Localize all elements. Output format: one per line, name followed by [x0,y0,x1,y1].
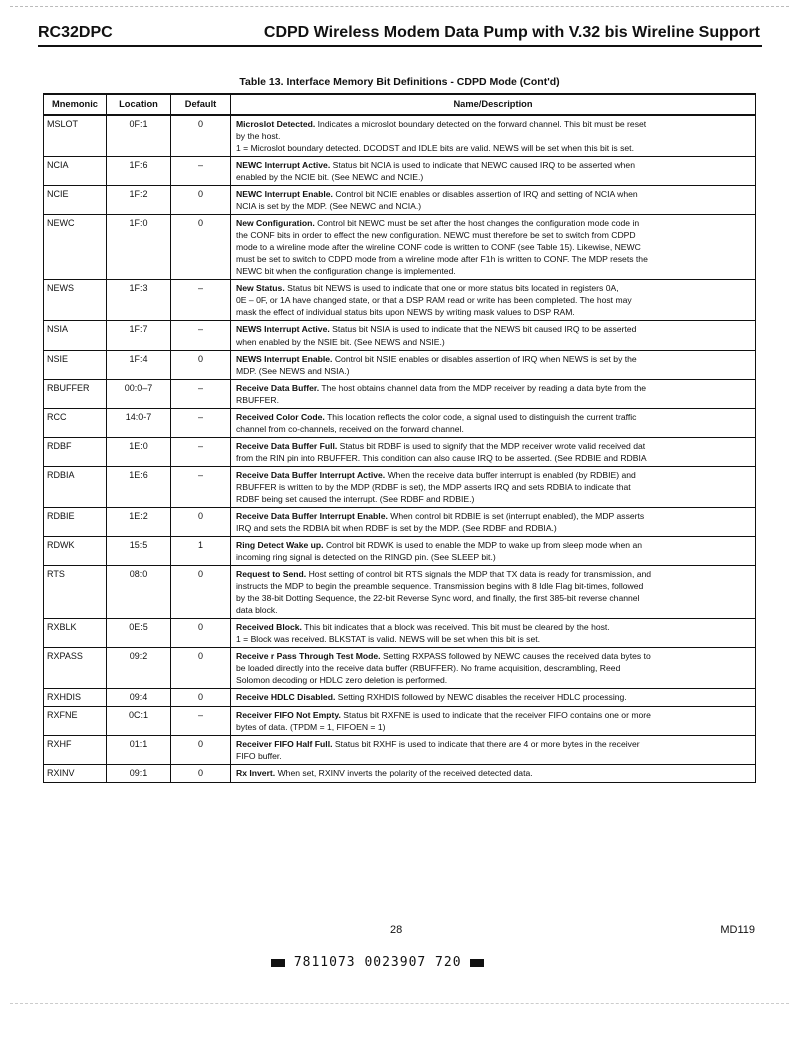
description-cell [231,689,756,707]
mnemonic-cell: NSIE [44,350,107,379]
description-cell [231,507,756,536]
term-name: Receive HDLC Disabled. [236,692,336,703]
mnemonic-cell: MSLOT [44,115,107,157]
description-line [236,217,751,229]
term-name: Receive Data Buffer Interrupt Enable. [236,510,388,521]
term-name: Receiver FIFO Not Empty. [236,709,341,720]
description-text: Control bit NSIE enables or disables assertion of IRQ when NEWS is set by the [334,353,637,364]
description-cell [231,735,756,764]
default-cell: 1 [171,536,231,565]
description-line [236,469,751,481]
column-header-location: Location [107,94,171,115]
description-line [236,691,751,703]
default-cell: 0 [171,765,231,783]
term-name: New Status. [236,283,285,294]
table-row [44,689,756,707]
default-cell: 0 [171,350,231,379]
description-cell [231,379,756,408]
barcode-block-right [470,959,484,967]
table-row [44,648,756,689]
description-line: from the RIN pin into RBUFFER. This condition can also cause IRQ to be asserted. (See RDBIE and RDBIA [236,452,647,463]
table-row [44,157,756,186]
description-line: when enabled by the NSIE bit. (See NEWS and NSIE.) [236,336,445,347]
table-row [44,321,756,350]
table-row [44,186,756,215]
mnemonic-cell: NCIE [44,186,107,215]
barcode-line [271,955,484,970]
mnemonic-cell: RXINV [44,765,107,783]
description-line: bytes of data. (TPDM = 1, FIFOEN = 1) [236,721,386,732]
description-line: FIFO buffer. [236,750,282,761]
default-cell: – [171,321,231,350]
description-line [236,709,751,721]
description-text: This bit indicates that a block was received. This bit must be cleared by the host. [304,622,610,633]
description-line: 1 = Microslot boundary detected. DCODST and IDLE bits are valid. NEWS will be set when this bit is set. [236,143,634,154]
description-line: instructs the MDP to begin the preamble sequence. Transmission begins with 8 Idle Flag bit-times, followed [236,581,644,592]
location-cell: 01:1 [107,735,171,764]
description-line: data block. [236,605,278,616]
description-text: Indicates a microslot boundary detected on the forward channel. This bit must be reset [317,119,647,130]
table-row [44,619,756,648]
description-line: RBUFFER is written to by the MDP (RDBF is set), the MDP asserts IRQ and sets RDBIA to indicate that [236,481,631,492]
description-line: MDP. (See NEWS and NSIA.) [236,365,350,376]
description-text: Setting RXHDIS followed by NEWC disables the receiver HDLC processing. [337,692,627,703]
table-row [44,706,756,735]
description-text: Status bit NSIA is used to indicate that the NEWS bit caused IRQ to be asserted [332,324,637,335]
table-row [44,408,756,437]
location-cell: 1F:0 [107,215,171,280]
description-line [236,353,751,365]
description-line: mask the effect of individual status bits upon NEWS by writing mask values to DSP RAM. [236,307,575,318]
location-cell: 1F:4 [107,350,171,379]
page-header [38,24,760,46]
mnemonic-cell: RXHF [44,735,107,764]
location-cell: 14:0-7 [107,408,171,437]
mnemonic-cell: RDBIE [44,507,107,536]
column-header-description: Name/Description [231,94,756,115]
description-cell [231,321,756,350]
description-line [236,539,751,551]
default-cell: 0 [171,115,231,157]
description-text: Status bit NEWS is used to indicate that one or more status bits located in registers 0A, [287,283,619,294]
term-name: Request to Send. [236,569,307,580]
description-text: Host setting of control bit RTS signals the MDP that TX data is ready for transmission, and [308,569,652,580]
location-cell: 1E:6 [107,466,171,507]
term-name: New Configuration. [236,218,315,229]
description-cell [231,706,756,735]
mnemonic-cell: RXBLK [44,619,107,648]
description-cell [231,619,756,648]
mnemonic-cell: RDWK [44,536,107,565]
location-cell: 1E:0 [107,437,171,466]
description-text: When control bit RDBIE is set (interrupt enabled), the MDP asserts [390,510,645,521]
default-cell: 0 [171,566,231,619]
description-text: Status bit NCIA is used to indicate that NEWC caused IRQ to be asserted when [332,160,635,171]
description-line [236,738,751,750]
description-line: be loaded directly into the receive data buffer (RBUFFER). No frame acquisition, descrambling, Reed [236,663,621,674]
mnemonic-cell: NSIA [44,321,107,350]
document-code: MD119 [720,924,755,936]
description-text: Status bit RDBF is used to signify that the MDP receiver wrote valid received dat [339,440,646,451]
location-cell: 15:5 [107,536,171,565]
term-name: Ring Detect Wake up. [236,539,324,550]
description-line [236,118,751,130]
description-line: must be set to switch to CDPD mode from a wireline mode after F1h is written to CONF. The MDP resets the [236,254,648,265]
default-cell: – [171,379,231,408]
description-text: When the receive data buffer interrupt is enabled (by RDBIE) and [387,469,636,480]
term-name: Receive r Pass Through Test Mode. [236,651,381,662]
description-text: Control bit RDWK is used to enable the MDP to wake up from sleep mode when an [325,539,642,550]
description-line [236,159,751,171]
term-name: Receive Data Buffer Full. [236,440,338,451]
mnemonic-cell: NEWS [44,280,107,321]
default-cell: – [171,157,231,186]
description-line: Solomon decoding or HDLC zero deletion is performed. [236,675,448,686]
column-header-mnemonic: Mnemonic [44,94,107,115]
description-cell [231,157,756,186]
mnemonic-cell: NEWC [44,215,107,280]
table-header-row [44,94,756,115]
mnemonic-cell: NCIA [44,157,107,186]
description-text: Status bit RXFNE is used to indicate that the receiver FIFO contains one or more [343,709,651,720]
description-line: NCIA is set by the MDP. (See NEWC and NCIA.) [236,201,422,212]
description-cell [231,215,756,280]
location-cell: 0E:5 [107,619,171,648]
barcode-block-left [271,959,285,967]
mnemonic-cell: RXFNE [44,706,107,735]
description-line: 1 = Block was received. BLKSTAT is valid. NEWS will be set when this bit is set. [236,634,540,645]
default-cell: 0 [171,186,231,215]
part-number: RC32DPC [38,24,113,41]
table-row [44,765,756,783]
location-cell: 09:4 [107,689,171,707]
header-rule [38,45,762,47]
barcode-text: 7811073 0023907 720 [293,955,462,970]
top-scan-edge [10,6,789,7]
description-cell [231,765,756,783]
description-text: The host obtains channel data from the MDP receiver by reading a data byte from the [321,382,647,393]
default-cell: 0 [171,507,231,536]
description-cell [231,466,756,507]
term-name: NEWC Interrupt Enable. [236,189,333,200]
description-line [236,650,751,662]
description-line: by the 38-bit Dotting Sequence, the 22-bit Reverse Sync word, and finally, the first 385-bit reverse channel [236,593,640,604]
term-name: Received Color Code. [236,411,325,422]
mnemonic-cell: RTS [44,566,107,619]
mnemonic-cell: RBUFFER [44,379,107,408]
default-cell: 0 [171,648,231,689]
description-line: NEWC bit when the configuration change is implemented. [236,266,456,277]
default-cell: – [171,280,231,321]
table-body [44,115,756,782]
default-cell: – [171,466,231,507]
location-cell: 1E:2 [107,507,171,536]
default-cell: 0 [171,735,231,764]
table-row [44,437,756,466]
location-cell: 09:2 [107,648,171,689]
term-name: Microslot Detected. [236,119,316,130]
location-cell: 1F:6 [107,157,171,186]
default-cell: – [171,408,231,437]
description-line: IRQ and sets the RDBIA bit when RDBF is set by the MDP. (See RDBF and RDBIA.) [236,522,557,533]
table-row [44,350,756,379]
description-line [236,411,751,423]
table-row [44,280,756,321]
table-row [44,466,756,507]
default-cell: – [171,437,231,466]
description-line: by the host. [236,131,281,142]
location-cell: 0F:1 [107,115,171,157]
description-line: enabled by the NCIE bit. (See NEWC and NCIE.) [236,172,424,183]
default-cell: 0 [171,689,231,707]
description-text: Setting RXPASS followed by NEWC causes the received data bytes to [382,651,651,662]
description-cell [231,536,756,565]
term-name: Receive Data Buffer Interrupt Active. [236,469,386,480]
location-cell: 0C:1 [107,706,171,735]
mnemonic-cell: RDBIA [44,466,107,507]
mnemonic-cell: RXHDIS [44,689,107,707]
location-cell: 1F:2 [107,186,171,215]
table-row [44,115,756,157]
table-row [44,735,756,764]
mnemonic-cell: RXPASS [44,648,107,689]
description-line: 0E – 0F, or 1A have changed state, or that a DSP RAM read or write has been completed. The host may [236,295,632,306]
table-row [44,215,756,280]
term-name: Receiver FIFO Half Full. [236,738,333,749]
description-cell [231,280,756,321]
description-line: the CONF bits in order to effect the new configuration. NEWC must therefore be set to switch from CDPD [236,230,636,241]
description-line: incoming ring signal is detected on the RINGD pin. (See SLEEP bit.) [236,551,496,562]
table-row [44,379,756,408]
description-cell [231,350,756,379]
location-cell: 08:0 [107,566,171,619]
location-cell: 1F:7 [107,321,171,350]
location-cell: 1F:3 [107,280,171,321]
table-row [44,566,756,619]
description-cell [231,115,756,157]
default-cell: 0 [171,619,231,648]
description-cell [231,186,756,215]
default-cell: 0 [171,215,231,280]
description-text: Control bit NEWC must be set after the host changes the configuration mode code in [317,218,640,229]
description-line: RDBF being set caused the interrupt. (See RDBF and RDBIE.) [236,493,475,504]
term-name: Rx Invert. [236,768,276,779]
table-row [44,536,756,565]
description-line [236,323,751,335]
description-line [236,382,751,394]
description-line [236,282,751,294]
description-line [236,188,751,200]
description-line: channel from co-channels, received on the forward channel. [236,423,464,434]
description-cell [231,648,756,689]
bottom-scan-edge [10,1003,789,1004]
table-title: Table 13. Interface Memory Bit Definitions - CDPD Mode (Cont'd) [239,76,560,88]
description-text: When set, RXINV inverts the polarity of the received detected data. [277,768,533,779]
mnemonic-cell: RDBF [44,437,107,466]
location-cell: 00:0–7 [107,379,171,408]
term-name: NEWC Interrupt Active. [236,160,331,171]
term-name: Received Block. [236,622,302,633]
description-line [236,440,751,452]
table-row [44,507,756,536]
description-line [236,510,751,522]
description-line [236,568,751,580]
description-cell [231,566,756,619]
bit-definitions-table [43,93,756,783]
mnemonic-cell: RCC [44,408,107,437]
column-header-default: Default [171,94,231,115]
description-line: RBUFFER. [236,394,279,405]
page-number: 28 [390,924,403,936]
default-cell: – [171,706,231,735]
term-name: NEWS Interrupt Enable. [236,353,333,364]
term-name: NEWS Interrupt Active. [236,324,330,335]
description-text: Control bit NCIE enables or disables assertion of IRQ and setting of NCIA when [335,189,638,200]
description-line: mode to a wireline mode after the wireline CONF code is written to CONF (see Table 15). Likewise, NEWC [236,242,641,253]
location-cell: 09:1 [107,765,171,783]
description-line [236,767,751,779]
description-text: Status bit RXHF is used to indicate that there are 4 or more bytes in the receiver [334,738,640,749]
document-title: CDPD Wireless Modem Data Pump with V.32 bis Wireline Support [263,24,760,41]
description-cell [231,408,756,437]
description-cell [231,437,756,466]
description-text: This location reflects the color code, a signal used to distinguish the current traffic [327,411,637,422]
term-name: Receive Data Buffer. [236,382,320,393]
description-line [236,621,751,633]
